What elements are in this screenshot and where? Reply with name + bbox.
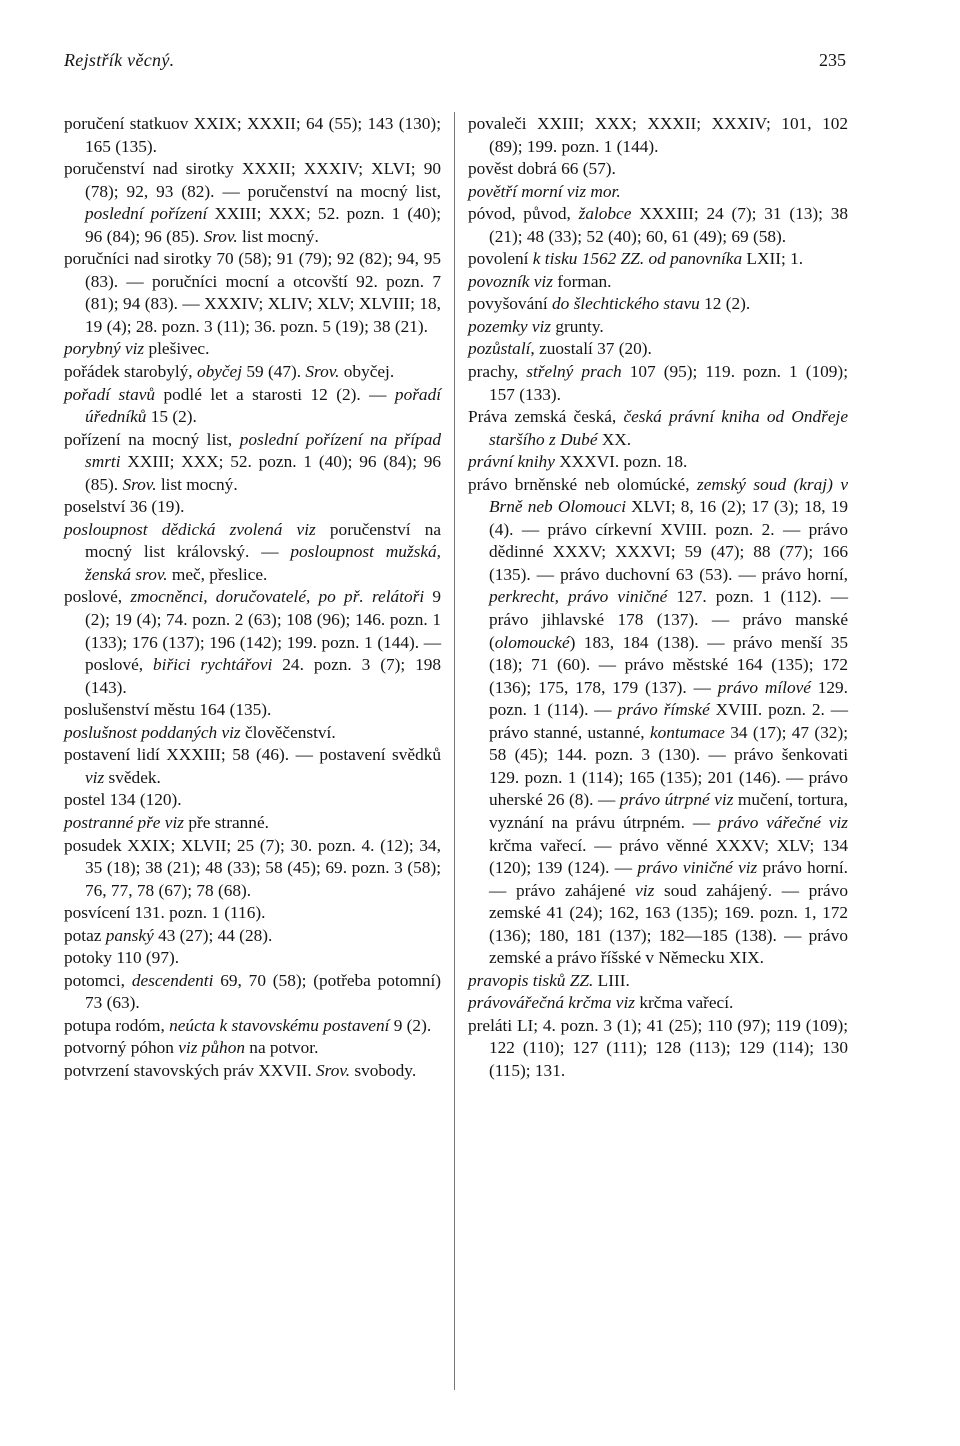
index-entry: poručení statkuov XXIX; XXXII; 64 (55); 143 (130); 165 (135).	[64, 114, 441, 156]
index-entry: postranné pře viz pře stranné.	[64, 812, 269, 832]
page-header	[64, 50, 846, 80]
index-entry: póvod, původ, žalobce XXXIII; 24 (7); 31 (13); 38 (21); 48 (33); 52 (40); 60, 61 (49); 69 (58).	[468, 204, 848, 246]
index-entry: preláti LI; 4. pozn. 3 (1); 41 (25); 110 (97); 119 (109); 122 (110); 127 (111); 128 (113); 129 (114); 130 (115); 131.	[468, 1015, 848, 1080]
index-entry: pořádek starobylý, obyčej 59 (47). Srov. obyčej.	[64, 362, 395, 382]
index-entry: pozemky viz grunty.	[468, 316, 604, 336]
index-entry: potoky 110 (97).	[64, 948, 180, 968]
index-entry: potvorný póhon viz půhon na potvor.	[64, 1038, 319, 1058]
index-entry: právní knihy XXXVI. pozn. 18.	[468, 452, 688, 472]
index-entry: postel 134 (120).	[64, 790, 182, 810]
index-entry: potupa rodóm, neúcta k stavovskému postavení 9 (2).	[64, 1015, 432, 1035]
index-entry: pozůstalí, zuostalí 37 (20).	[468, 339, 652, 359]
index-entry: potvrzení stavovských práv XXVII. Srov. svobody.	[64, 1060, 417, 1080]
index-entry: prachy, střelný prach 107 (95); 119. pozn. 1 (109); 157 (133).	[468, 362, 848, 404]
index-entry: povozník viz forman.	[468, 271, 612, 291]
index-entry: povaleči XXIII; XXX; XXXII; XXXIV; 101, 102 (89); 199. pozn. 1 (144).	[468, 114, 848, 156]
index-entry: poslové, zmocněnci, doručovatelé, po př. relátoři 9 (2); 19 (4); 74. pozn. 2 (63); 108 (96); 146. pozn. 1 (133); 176 (137); 196 (142); 199. pozn. 1 (144). — poslové, biřici rychtářovi 24. pozn. 3 (7); 198 (143).	[64, 587, 442, 697]
index-entry: poselství 36 (19).	[64, 497, 185, 517]
index-entry: pořízení na mocný list, poslední pořízení na případ smrti XXIII; XXX; 52. pozn. 1 (40); 96 (84); 96 (85). Srov. list mocný.	[64, 429, 441, 494]
column-divider	[454, 112, 455, 1390]
index-entry: pověst dobrá 66 (57).	[468, 159, 616, 179]
index-entry: postavení lidí XXXIII; 58 (46). — postavení svědků viz svědek.	[64, 745, 441, 787]
left-column	[64, 113, 441, 1083]
index-entry: potaz panský 43 (27); 44 (28).	[64, 925, 273, 945]
index-entry: poslušnost poddaných viz člověčenství.	[64, 722, 336, 742]
index-entry: pravopis tisků ZZ. LIII.	[468, 970, 630, 990]
running-head: Rejstřík věcný.	[64, 50, 175, 70]
index-entry: právovářečná krčma viz krčma vařecí.	[468, 993, 734, 1013]
index-entry: porybný viz plešivec.	[64, 339, 210, 359]
index-entry: právo brněnské neb olomúcké, zemský soud (kraj) v Brně neb Olomouci XLVI; 8, 16 (2); 17 (3); 18, 19 (4). — právo církevní XVIII. pozn. 2. — právo dědinné XXXV; XXXVI; 59 (47); 88 (77); 166 (135). — právo duchovní 63 (53). — právo horní, perkrecht, právo viničné 127. pozn. 1 (112). — právo jihlavské 178 (137). — právo manské (olomoucké) 183, 184 (138). — právo menší 35 (18); 71 (60). — právo městské 164 (135); 172 (136); 175, 178, 179 (137). — právo mílové 129. pozn. 1 (114). — právo římské XVIII. pozn. 2. — právo stanné, ustanné, kontumace 34 (17); 47 (32); 58 (45); 144. pozn. 3 (130). — právo šenkovati 129. pozn. 1 (114); 165 (135); 201 (146). — právo uherské 26 (8). — právo útrpné viz mučení, tortura, vyznání na právu útrpném. — právo vářečné viz krčma vařecí. — právo věnné XXXV; XLV; 134 (120); 139 (124). — právo viničné viz právo horní. — právo zahájené viz soud zahájený. — právo zemské 41 (24); 162, 163 (135); 169. pozn. 1, 172 (136); 180, 181 (137); 182—185 (138). — právo zemské a právo říšské v Německu XIX.	[468, 474, 849, 968]
index-entry: poslušenství městu 164 (135).	[64, 700, 272, 720]
index-entry: poručenství nad sirotky XXXII; XXXIV; XLVI; 90 (78); 92, 93 (82). — poručenství na mocný list, poslední pořízení XXIII; XXX; 52. pozn. 1 (40); 96 (84); 96 (85). Srov. list mocný.	[64, 159, 442, 246]
index-entry: posloupnost dědická zvolená viz poručenství na mocný list královský. — posloupnost mužská, ženská srov. meč, přeslice.	[64, 519, 442, 584]
index-entry: povolení k tisku 1562 ZZ. od panovníka LXII; 1.	[468, 249, 804, 269]
right-column	[468, 113, 848, 1083]
page-number: 235	[819, 50, 846, 70]
index-entry: pořadí stavů podlé let a starosti 12 (2). — pořadí úředníků 15 (2).	[64, 384, 442, 427]
index-entry: Práva zemská česká, česká právní kniha od Ondřeje staršího z Dubé XX.	[468, 407, 848, 449]
index-entry: potomci, descendenti 69, 70 (58); (potřeba potomní) 73 (63).	[64, 970, 442, 1013]
index-entry: posudek XXIX; XLVII; 25 (7); 30. pozn. 4. (12); 34, 35 (18); 38 (21); 48 (33); 58 (45); 69. pozn. 3 (58); 76, 77, 78 (67); 78 (68).	[64, 835, 441, 900]
index-entry: posvícení 131. pozn. 1 (116).	[64, 903, 266, 923]
index-entry: povětří morní viz mor.	[468, 181, 621, 201]
index-entry: povyšování do šlechtického stavu 12 (2).	[468, 294, 751, 314]
index-entry: poručníci nad sirotky 70 (58); 91 (79); 92 (82); 94, 95 (83). — poručníci mocní a otcovští 92. pozn. 7 (81); 94 (83). — XXXIV; XLIV; XLV; XLVIII; 18, 19 (4); 28. pozn. 3 (11); 36. pozn. 5 (19); 38 (21).	[64, 249, 441, 336]
